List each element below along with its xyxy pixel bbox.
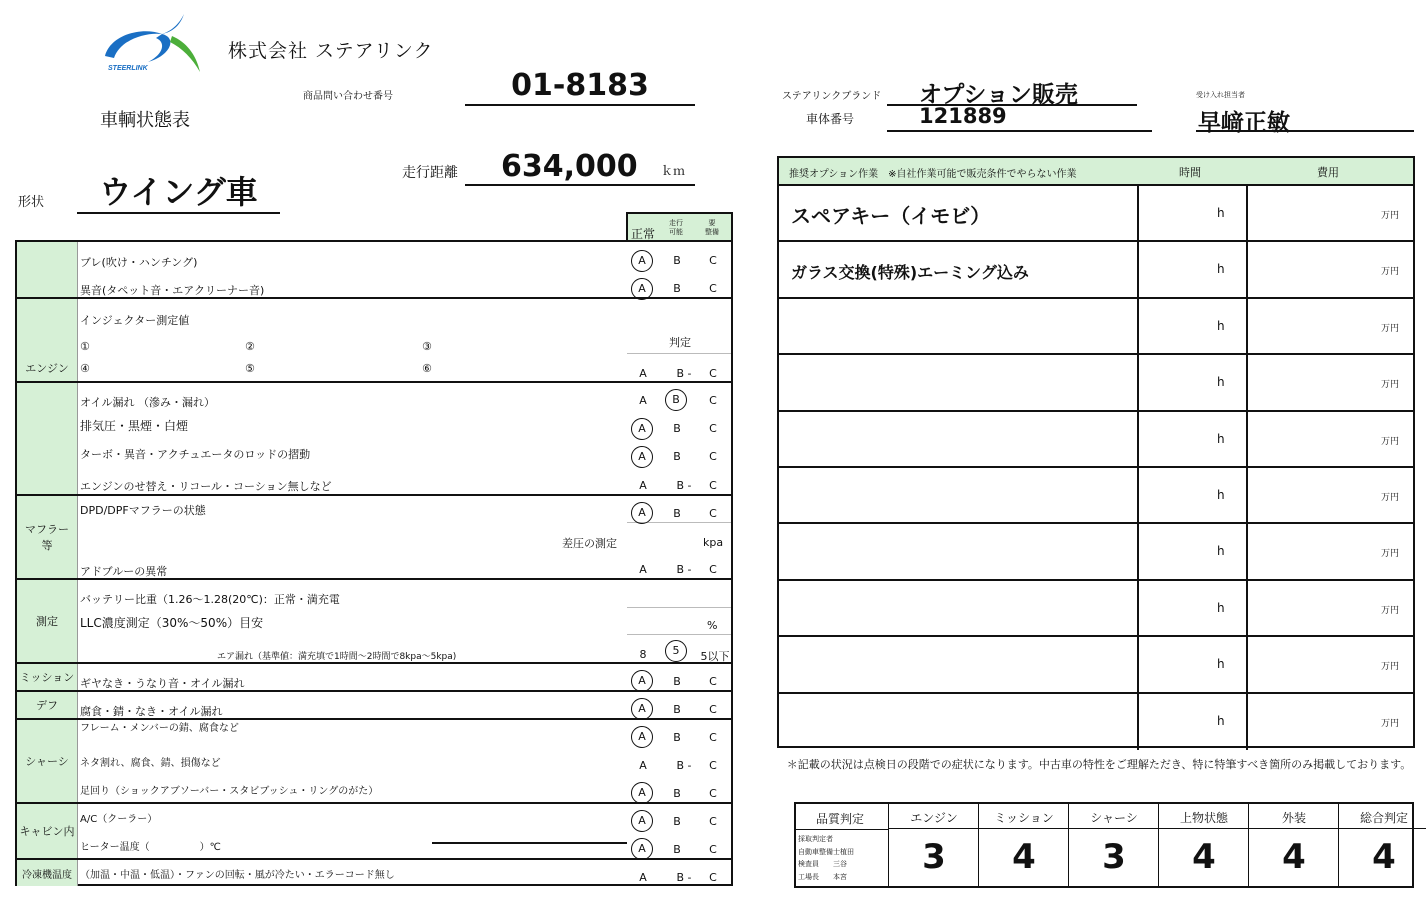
grade-b-dash: B -: [676, 759, 692, 772]
category-engine: エンジン: [17, 242, 78, 494]
divider: [432, 842, 627, 844]
grade-c: C: [709, 871, 717, 884]
brand-label: ステアリンクブランド: [782, 91, 882, 102]
quality-col-name: エンジン: [889, 804, 979, 829]
quality-col-score: 3: [922, 837, 946, 877]
staff-label: 受け入れ担当者: [1196, 91, 1245, 99]
grade-a-selected: A: [631, 838, 653, 860]
item-blur: ブレ(吹け・ハンチング): [80, 256, 198, 269]
grade-a-selected: A: [631, 446, 653, 468]
grade-a-selected: A: [631, 726, 653, 748]
inspector-line: 検査員 三谷: [798, 860, 847, 868]
option-cost-unit: 万円: [1381, 605, 1400, 616]
grade-c: C: [709, 254, 717, 267]
col-divider: [1137, 581, 1139, 637]
option-row: [779, 297, 1413, 355]
option-time-unit: h: [1217, 262, 1225, 277]
options-header-work: 推奨オプション作業 ※自社作業可能で販売条件でやらない作業: [789, 169, 1077, 180]
grade-a-selected: A: [631, 418, 653, 440]
diff-pressure-label: 差圧の測定: [562, 537, 617, 550]
divider: [17, 662, 731, 664]
mileage-label: 走行距離: [402, 165, 458, 181]
option-cost-unit: 万円: [1381, 493, 1400, 503]
quality-col-score: 4: [1372, 837, 1396, 877]
divider: [627, 353, 731, 354]
inspection-sheet: [15, 240, 733, 886]
inspector-line: 自動車整備士植田: [798, 847, 854, 856]
col-divider: [1137, 412, 1139, 468]
grade-b: B: [673, 843, 681, 856]
shape-value: ウイング車: [99, 173, 258, 211]
option-time-unit: h: [1217, 713, 1225, 728]
option-time-unit: h: [1217, 544, 1225, 559]
col-divider: [1246, 186, 1248, 242]
steerlink-logo: [100, 8, 210, 76]
grade-b-dash: B -: [676, 479, 692, 492]
col-divider: [1137, 186, 1139, 242]
inspector-line: 採取判定者: [798, 835, 833, 843]
option-row: [779, 522, 1413, 580]
air-5-less: 5以下: [700, 650, 730, 663]
col-divider: [1137, 355, 1139, 411]
kpa-unit: kpa: [703, 536, 724, 549]
inquiry-number: 01-8183: [511, 68, 649, 103]
option-time-unit: h: [1217, 318, 1225, 333]
injector-6: ⑥: [422, 362, 432, 375]
col-divider: [1246, 299, 1248, 355]
quality-column: [1248, 804, 1339, 886]
col-divider: [1246, 581, 1248, 637]
grade-c: C: [709, 815, 717, 828]
grade-a: A: [639, 871, 647, 884]
item-exhaust: 排気圧・黒煙・白煙: [80, 419, 189, 433]
grade-c: C: [709, 731, 717, 744]
option-time-unit: h: [1217, 600, 1225, 615]
option-time-unit: h: [1217, 488, 1225, 502]
company-name: 株式会社 ステアリンク: [228, 40, 434, 62]
air-5-selected: 5: [665, 640, 687, 662]
item-battery: バッテリー比重（1.26～1.28(20℃)：正常・満充電: [80, 593, 340, 606]
mileage-unit: ｋｍ: [661, 164, 686, 178]
col-divider: [1246, 412, 1248, 468]
grade-a-selected: A: [631, 278, 653, 300]
col-divider: [1137, 694, 1139, 750]
grade-b-selected: B: [665, 389, 687, 411]
quality-col-name: 外装: [1249, 804, 1339, 829]
grade-c: C: [709, 450, 717, 463]
quality-inspectors: [798, 833, 854, 883]
quality-table: [794, 802, 1414, 888]
options-header: [779, 158, 1413, 184]
col-divider: [1137, 637, 1139, 693]
chassis-field: [887, 104, 1152, 132]
item-adblue: アドブルーの異常: [80, 565, 168, 578]
option-row: [779, 353, 1413, 411]
option-time-unit: h: [1217, 375, 1225, 390]
grade-header: [626, 212, 733, 242]
col-divider: [1246, 694, 1248, 750]
grade-b: B: [673, 731, 681, 744]
grade-a-selected: A: [631, 670, 653, 692]
option-cost-unit: 万円: [1381, 549, 1400, 560]
quality-col-name: シャーシ: [1069, 804, 1159, 829]
grade-a-selected: A: [631, 502, 653, 524]
grade-b-dash: B -: [676, 367, 692, 380]
option-time-unit: h: [1217, 431, 1225, 446]
inquiry-label: 商品問い合わせ番号: [303, 91, 393, 102]
grade-b: B: [673, 282, 681, 295]
note: ＊記載の状況は点検日の段階での症状になります。中古車の特性をご理解ただき、特に特筆すべき箇所のみ掲載しております。: [786, 758, 1412, 771]
item-engine-swap: エンジンのせ替え・リコール・コーション無しなど: [80, 480, 332, 493]
quality-column: [1338, 804, 1426, 886]
item-turbo: ターボ・異音・アクチュエータのロッドの摺動: [80, 448, 311, 461]
col-divider: [1137, 468, 1139, 524]
quality-col-name: 総合判定: [1339, 804, 1426, 829]
col-divider: [1246, 242, 1248, 298]
item-noise: 異音(タペット音・エアクリーナー音): [80, 284, 265, 297]
grade-b: B: [673, 675, 681, 688]
quality-label: 品質判定: [816, 812, 865, 826]
grade-a: A: [639, 759, 647, 772]
quality-col-score: 3: [1102, 837, 1126, 877]
grade-b: B: [673, 787, 681, 800]
quality-column: [888, 804, 979, 886]
item-ac: A/C（クーラー）: [80, 814, 158, 825]
grade-a: A: [639, 479, 647, 492]
item-suspension: 足回り（ショックアブソーバー・スタビブッシュ・リングのがた）: [80, 786, 379, 797]
shape-field: [77, 170, 280, 214]
quality-column: [1068, 804, 1159, 886]
col-divider: [1137, 299, 1139, 355]
col-divider: [1137, 242, 1139, 298]
divider: [627, 634, 731, 635]
mileage-value: 634,000: [501, 149, 638, 184]
item-heater: ヒーター温度（ ）℃: [80, 842, 221, 853]
chassis-label: 車体番号: [806, 112, 855, 126]
col-divider: [1246, 468, 1248, 524]
grade-a-selected: A: [631, 782, 653, 804]
options-header-time: 時間: [1179, 166, 1201, 179]
injector-4: ④: [80, 362, 90, 375]
shape-label: 形状: [18, 195, 45, 210]
item-diff: 腐食・錆・なき・オイル漏れ: [80, 705, 223, 718]
category-cabin: キャビン内: [17, 804, 78, 858]
option-cost-unit: 万円: [1381, 267, 1400, 278]
injector-1: ①: [80, 340, 90, 353]
quality-col-name: ミッション: [979, 804, 1069, 829]
grade-a-selected: A: [631, 250, 653, 272]
category-diff: デフ: [17, 692, 78, 718]
quality-col-score: 4: [1282, 837, 1306, 877]
judge-label: 判定: [669, 336, 691, 349]
grade-b: B: [673, 507, 681, 520]
item-injector: インジェクター測定値: [80, 314, 190, 327]
grade-b: B: [673, 815, 681, 828]
divider: [17, 494, 731, 496]
category-measure: 測定: [17, 580, 78, 662]
grade-c: C: [709, 282, 717, 295]
col-divider: [1137, 524, 1139, 580]
grade-c: C: [709, 367, 717, 380]
item-screw: ネタ割れ、腐食、錆、損傷など: [80, 758, 221, 769]
grade-c: C: [709, 394, 717, 407]
grade-a: A: [639, 367, 647, 380]
chassis-value: 121889: [919, 104, 1007, 128]
brand-value: オプション販売: [919, 82, 1078, 108]
quality-col-name: 上物状態: [1159, 804, 1249, 829]
staff-value: 早﨑正敏: [1198, 110, 1290, 136]
option-row: [779, 184, 1413, 242]
category-reefer: 冷凍機温度: [17, 860, 78, 886]
grade-b: B: [673, 422, 681, 435]
item-oil-leak: オイル漏れ （滲み・漏れ）: [80, 396, 215, 409]
quality-column: [1158, 804, 1249, 886]
item-dpd: DPD/DPFマフラーの状態: [80, 504, 206, 517]
grade-b-dash: B -: [676, 563, 692, 576]
option-row: [779, 466, 1413, 524]
item-gear: ギヤなき・うなり音・オイル漏れ: [80, 677, 245, 690]
grade-c: C: [709, 703, 717, 716]
option-row: [779, 692, 1413, 750]
air-8: 8: [639, 648, 647, 661]
grade-b-dash: B -: [676, 871, 692, 884]
option-cost-unit: 万円: [1381, 380, 1400, 391]
option-cost-unit: 万円: [1381, 436, 1400, 447]
percent-unit: %: [707, 619, 718, 632]
item-llc: LLC濃度測定（30%～50%）目安: [80, 616, 264, 630]
col-divider: [1246, 524, 1248, 580]
grade-c: C: [709, 563, 717, 576]
option-cost-unit: 万円: [1381, 323, 1400, 334]
category-mission: ミッション: [17, 664, 78, 690]
inquiry-field: [465, 66, 695, 106]
category-muffler: マフラー 等: [17, 496, 78, 578]
option-work: ガラス交換(特殊)エーミング込み: [791, 263, 1029, 283]
grade-c: C: [709, 675, 717, 688]
divider: [627, 607, 731, 608]
grade-c: C: [709, 759, 717, 772]
option-cost-unit: 万円: [1381, 718, 1400, 729]
grade-header-drivable: 走行 可能: [669, 219, 683, 236]
logo-wordmark: STEERLINK: [108, 65, 148, 72]
grade-c: C: [709, 422, 717, 435]
grade-b: B: [673, 254, 681, 267]
item-air-leak: エア漏れ（基準値：満充填で1時間～2時間で8kpa～5kpa): [217, 652, 457, 662]
quality-col-score: 4: [1192, 837, 1216, 877]
option-time-unit: h: [1217, 657, 1225, 672]
option-cost-unit: 万円: [1381, 662, 1400, 673]
item-reefer: （加温・中温・低温）・ファンの回転・風が冷たい・エラーコード無し: [80, 870, 395, 881]
brand-field: [887, 72, 1137, 106]
grade-a: A: [639, 394, 647, 407]
injector-3: ③: [422, 340, 432, 353]
mileage-field: [465, 146, 695, 186]
option-row: [779, 579, 1413, 637]
divider: [796, 829, 888, 830]
grade-b: B: [673, 450, 681, 463]
grade-c: C: [709, 479, 717, 492]
category-chassis: シャーシ: [17, 720, 78, 802]
options-table: [777, 156, 1415, 748]
divider: [17, 381, 731, 383]
option-row: [779, 410, 1413, 468]
grade-c: C: [709, 507, 717, 520]
injector-5: ⑤: [245, 362, 255, 375]
grade-b: B: [673, 703, 681, 716]
inspector-line: 工場長 本宮: [798, 872, 847, 881]
quality-col-score: 4: [1012, 837, 1036, 877]
grade-a: A: [639, 563, 647, 576]
options-header-cost: 費用: [1317, 166, 1339, 179]
grade-c: C: [709, 787, 717, 800]
item-frame: フレーム・メンバーの錆、腐食など: [80, 723, 239, 734]
grade-a-selected: A: [631, 698, 653, 720]
grade-header-needs: 要 整備: [705, 219, 719, 236]
col-divider: [1246, 637, 1248, 693]
document-title: 車輌状態表: [100, 110, 190, 131]
option-work: スペアキー（イモビ）: [791, 204, 991, 228]
option-row: [779, 635, 1413, 693]
grade-c: C: [709, 843, 717, 856]
option-cost-unit: 万円: [1381, 211, 1400, 221]
col-divider: [1246, 355, 1248, 411]
quality-column: [978, 804, 1069, 886]
grade-a-selected: A: [631, 810, 653, 832]
divider: [17, 802, 731, 804]
staff-field: [1196, 104, 1414, 136]
grade-header-normal: 正常: [631, 227, 656, 241]
option-time-unit: h: [1217, 206, 1225, 220]
divider: [17, 858, 731, 860]
option-row: [779, 240, 1413, 298]
injector-2: ②: [245, 340, 255, 353]
